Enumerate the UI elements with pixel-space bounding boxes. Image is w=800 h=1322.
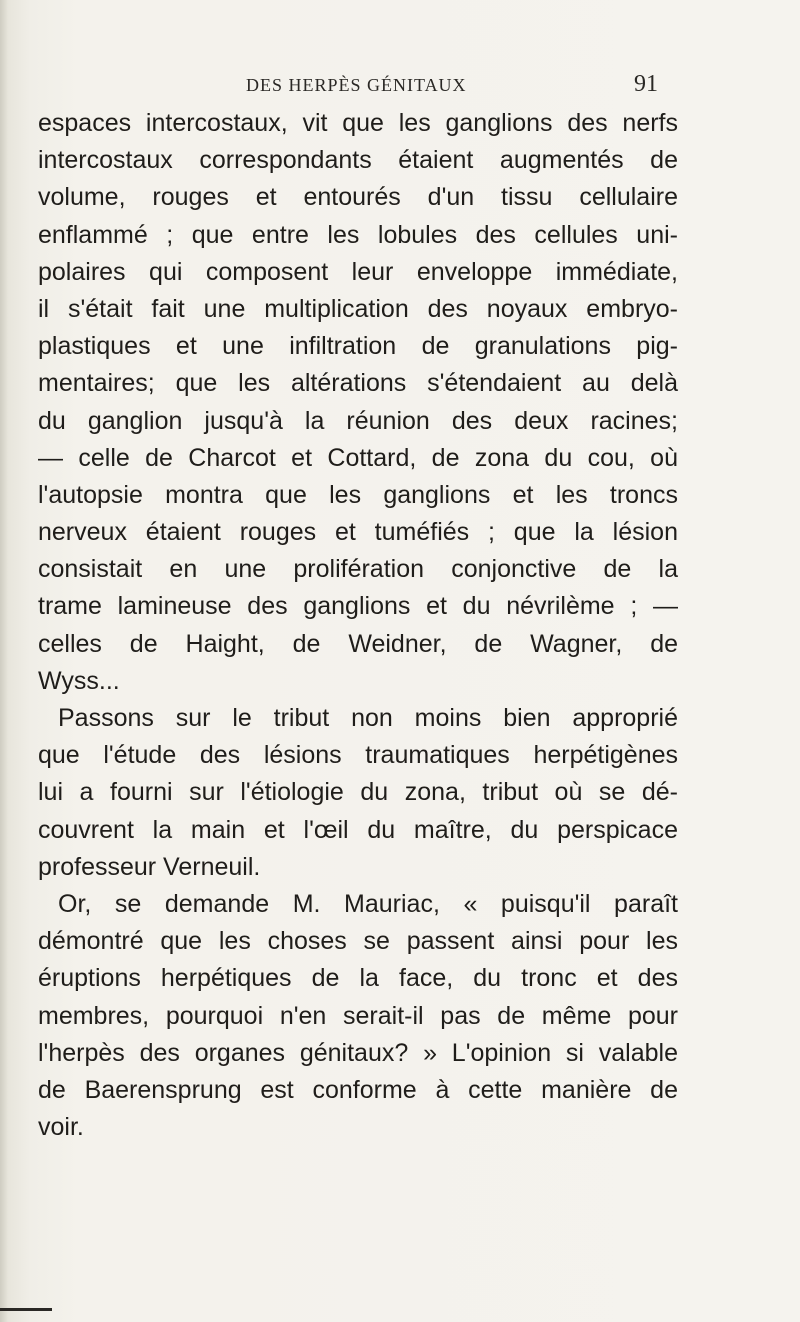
text-line: consistait en une prolifération conjonctive de la: [38, 555, 678, 584]
text-line: du ganglion jusqu'à la réunion des deux racines;: [38, 406, 678, 435]
text-line: voir.: [38, 1113, 84, 1142]
text-line: membres, pourquoi n'en serait-il pas de même pour: [38, 1001, 678, 1030]
text-line: que l'étude des lésions traumatiques herpétigènes: [38, 741, 678, 770]
text-line: nerveux étaient rouges et tuméfiés ; que la lésion: [38, 518, 678, 547]
text-line: polaires qui composent leur enveloppe immédiate,: [38, 257, 678, 286]
page-header: [246, 67, 666, 101]
text-line: professeur Verneuil.: [38, 852, 261, 881]
text-line: lui a fourni sur l'étiologie du zona, tribut où se dé-: [38, 778, 678, 807]
text-line: il s'était fait une multiplication des noyaux embryo-: [38, 294, 678, 323]
text-line: intercostaux correspondants étaient augmentés de: [38, 146, 678, 175]
text-line: couvrent la main et l'œil du maître, du perspicace: [38, 815, 678, 844]
text-line: Wyss...: [38, 666, 120, 695]
binding-shadow: [0, 0, 8, 1322]
text-line: l'autopsie montra que les ganglions et les troncs: [38, 480, 678, 509]
text-line: Or, se demande M. Mauriac, « puisqu'il paraît: [58, 889, 678, 918]
running-title: DES HERPÈS GÉNITAUX: [246, 75, 467, 95]
text-line: démontré que les choses se passent ainsi pour les: [38, 927, 678, 956]
text-line: mentaires; que les altérations s'étendaient au delà: [38, 369, 678, 398]
text-line: de Baerensprung est conforme à cette manière de: [38, 1075, 678, 1104]
text-line: éruptions herpétiques de la face, du tronc et des: [38, 964, 678, 993]
page-number: 91: [634, 71, 658, 97]
text-line: espaces intercostaux, vit que les ganglions des nerfs: [38, 109, 678, 137]
text-line: l'herpès des organes génitaux? » L'opinion si valable: [38, 1038, 678, 1067]
text-line: celles de Haight, de Weidner, de Wagner, de: [38, 629, 678, 658]
text-line: volume, rouges et entourés d'un tissu cellulaire: [38, 183, 678, 212]
text-line: trame lamineuse des ganglions et du névrilème ; —: [38, 592, 678, 621]
text-line: plastiques et une infiltration de granulations pig-: [38, 332, 678, 361]
text-line: — celle de Charcot et Cottard, de zona du cou, où: [38, 443, 678, 472]
body-text: [38, 105, 678, 1146]
text-line: enflammé ; que entre les lobules des cellules uni-: [38, 220, 678, 249]
page-edge-mark: [0, 1308, 52, 1311]
text-line: Passons sur le tribut non moins bien approprié: [58, 704, 678, 732]
